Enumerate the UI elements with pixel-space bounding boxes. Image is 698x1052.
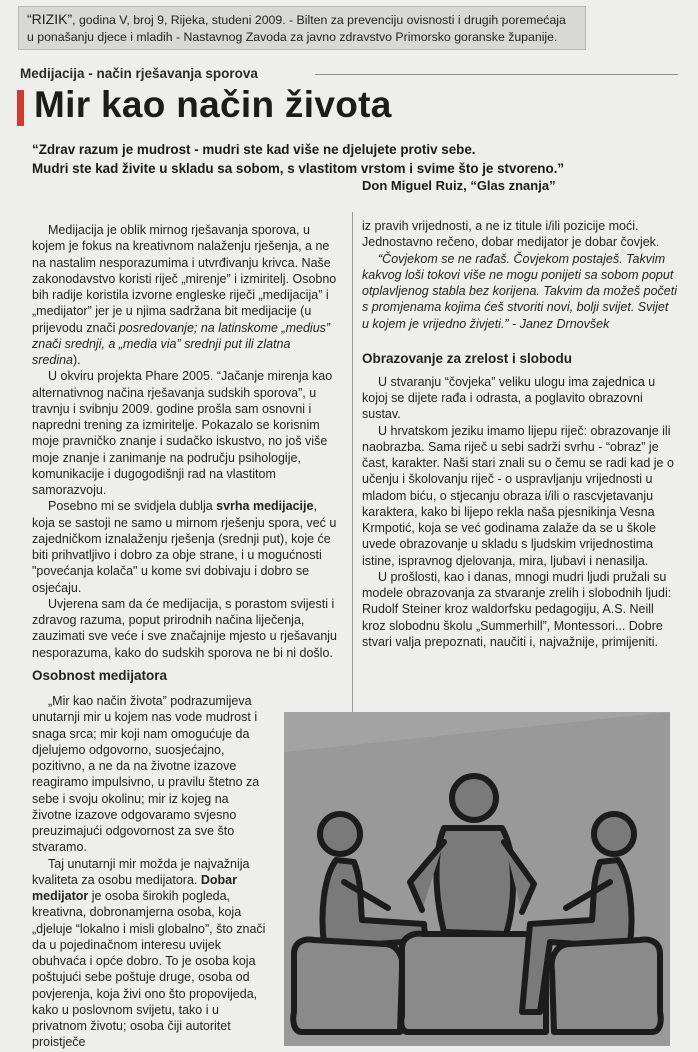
paragraph-intro-end: ).	[73, 353, 81, 367]
heading-education: Obrazovanje za zrelost i slobodu	[362, 350, 573, 366]
paragraph-intro	[32, 222, 342, 368]
paragraph-peace: „Mir kao način života” podrazumijeva unutarnji mir u kojem nas vode mudrost i snaga srca; mir koji nam omogućuje da djelujemo odgovorno, suosjećajno, pozitivno, a ne da na životne izazove reagiramo impulsivno, u pravilu štetno za sebe i svoju okolinu; mir iz kojeg na životne izazove odgovaramo svjesno preuzimajući odgovornost za sve što stvaramo.	[32, 694, 260, 855]
section-label: Medijacija - način rješavanja sporova	[20, 66, 258, 81]
epigraph-author: Don Miguel Ruiz, “Glas znanja”	[362, 178, 556, 193]
paragraph-phare: U okviru projekta Phare 2005. “Jačanje mirenja kao alternativnog načina rješavanja sudskih sporova”, u travnju i svibnju 2009. godine prošla sam osnovni i napredni trening za izmiritelje. Pokazalo se korisnim moje pravničko znanje i sudačko iskustvo, no još više moje znanje i zanimanje na području psihologije, komunikacije i dugogodišnji rad na vlastitom samorazvoju.	[32, 369, 333, 497]
bulletin-header	[18, 6, 586, 50]
paragraph-purpose-bold: svrha medijacije	[216, 499, 314, 514]
paragraph-good-mediator-end: je osoba širokih pogleda, kreativna, dobronamjerna osoba, koja „djeluje “lokalno i misli globalno”, što znači da u pojedinačnom interesu uvijek obuhvaća i opće dobro. To je osoba koja poštujući sebe poštuje druge, osoba od povjerenja, koja živi ono što propovijeda, kako u poslovnom svijetu, tako i u privatnom životu; osoba čiji autoritet proistječe	[32, 889, 266, 1050]
mediation-illustration	[284, 712, 670, 1046]
right-column	[362, 218, 678, 650]
epigraph-line-1: “Zdrav razum je mudrost - mudri ste kad više ne djelujete protiv sebe.	[32, 142, 476, 157]
paragraph-past-models: U prošlosti, kao i danas, mnogi mudri ljudi pružali su modele obrazovanja za stvaranje zrelih i slobodnih ljudi: Rudolf Steiner kroz waldorfsku pedagogiju, A.S. Neill kroz slobodnu školu „Summerhill”, Montessori... Dobre stvari valja prepoznati, naučiti i, najvažnije, primijeniti.	[362, 569, 672, 649]
quote-drnovsek: “Čovjekom se ne rađaš. Čovjekom postaješ. Takvim kakvog loši tokovi više ne mogu ponijeti sa sobom poput otplavljenog stabla bez korijena. Takvim da možeš početi s promjenama kojima ćeš stvoriti novi, bolji svijet. Svijet u kojem je vrijedno živjeti.” - Janez Drnovšek	[362, 251, 677, 331]
paragraph-intro-italic: posredovanje; na latinskome „medius” znači srednji, a „media via” srednji put ili zlatna sredina	[32, 320, 331, 367]
title-accent-bar	[17, 90, 24, 126]
paragraph-purpose-start: Posebno mi se svidjela dublja	[48, 499, 217, 514]
paragraph-good-mediator	[32, 856, 268, 1051]
epigraph-line-2: Mudri ste kad živite u skladu sa sobom, s vlastitom vrstom i svime što je stvoreno.”	[32, 161, 565, 176]
bulletin-name: “RIZIK”	[27, 11, 73, 27]
paragraph-obrazovanje: U hrvatskom jeziku imamo lijepu riječ: obrazovanje ili naobrazba. Sama riječ u sebi sadrži svrhu - “obraz” je čast, karakter. Naši stari znali su o čemu se radi kad je o učenju i školovanju riječ - o uspravljanju vrijednosti u mladom biću, o stjecanju obraza i/ili o rascvjetavanju karaktera, kako bi lijepo rekla naša pjesnikinja Vesna Krmpotić, koja se već godinama zalaže da se u škole uvede obrazovanje u skladu s ljudskim vrijednostima istine, ispravnog djelovanja, mira, ljubavi i nenasilja.	[362, 423, 674, 568]
column-divider	[352, 212, 353, 712]
heading-mediator-personality: Osobnost medijatora	[32, 668, 168, 683]
paragraph-good-mediator-bold: Dobar medijator	[32, 872, 237, 903]
bulletin-publisher: u ponašanju djece i mladih - Nastavnog Zavoda za javno zdravstvo Primorsko goranske županije.	[27, 30, 558, 44]
paragraph-purpose-end: , koja se sastoji ne samo u mirnom rješenju spora, već u zajedničkom iznalaženju rješenja (srednji put), koje će biti prihvatljivo i dobro za obje strane, i u mogućnosti "povećanja kolača" u kome svi dobivaju i dobro se osjećaju.	[32, 499, 337, 595]
left-column-lower	[32, 667, 268, 1051]
paragraph-community: U stvaranju “čovjeka” veliku ulogu ima zajednica u kojoj se dijete rađa i odrasta, a poglavito obrazovni sustav.	[362, 374, 656, 422]
paragraph-conviction: Uvjerena sam da će medijacija, s porastom svijesti i zdravog razuma, poput prirodnih načina liječenja, zauzimati sve veće i sve značajnije mjesto u rješavanju nesporazuma, kako do sudskih sporova ne bi ni došlo.	[32, 596, 337, 660]
epigraph-quote	[32, 140, 672, 178]
paragraph-intro-text: Medijacija je oblik mirnog rješavanja sporova, u kojem je fokus na kreativnom nalaženju rješenja, a ne na nastalim nesporazumima i utvrđivanju krivca. Naše zakonodavstvo koristi riječ „mirenje” i izmiritelj. Osobno bih radije koristila izvorne engleske riječi „medijacija” i „medijator” jer je u njima sadržana bit medijacije (u prijevodu znači	[32, 223, 337, 335]
paragraph-continuation: iz pravih vrijednosti, a ne iz titule i/ili pozicije moći. Jednostavno rečeno, dobar medijator je dobar čovjek.	[362, 219, 660, 250]
section-divider	[315, 74, 678, 75]
left-column-upper	[32, 222, 342, 661]
article-title: Mir kao način života	[34, 84, 392, 125]
bulletin-info: , godina V, broj 9, Rijeka, studeni 2009. - Bilten za prevenciju ovisnosti i drugih poremećaja	[72, 13, 566, 27]
paragraph-purpose	[32, 498, 342, 596]
paragraph-good-mediator-start: Taj unutarnji mir možda je najvažnija kvaliteta za osobu medijatora.	[32, 856, 250, 887]
